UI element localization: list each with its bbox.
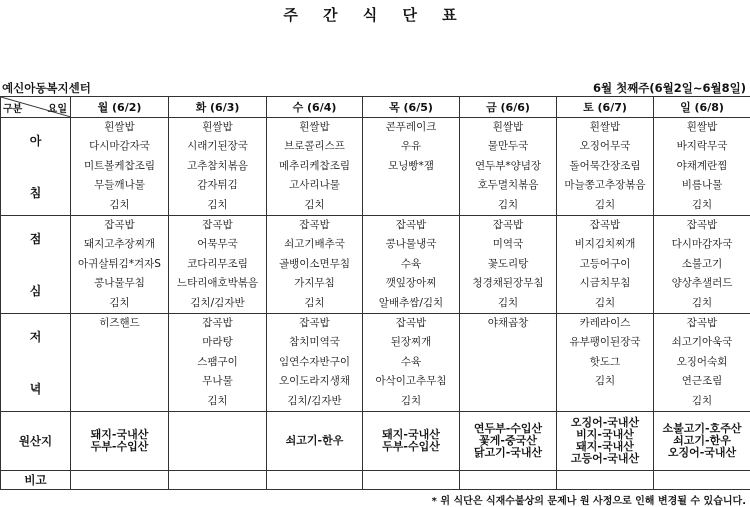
menu-cell xyxy=(460,314,557,412)
origin-item: 비지-국내산 xyxy=(576,428,634,441)
origin-item: 오징어-국내산 xyxy=(570,416,640,429)
menu-item: 김치 xyxy=(691,296,713,309)
origin-item: 소불고기-호주산 xyxy=(662,422,742,435)
origin-item: 닭고기-국내산 xyxy=(473,446,543,459)
origin-item: 쇠고기-한우 xyxy=(285,434,344,447)
menu-period: 6월 첫째주(6월2일~6월8일) xyxy=(592,81,746,95)
meal-label-char xyxy=(1,350,70,376)
menu-item: 잡곡밥 xyxy=(589,219,621,231)
menu-item xyxy=(71,392,168,411)
origin-item: 오징어-국내산 xyxy=(667,446,737,459)
menu-item: 흰쌀밥 xyxy=(202,121,233,133)
menu-cell xyxy=(363,216,460,314)
menu-cell xyxy=(460,118,557,216)
menu-item: 아귀살튀김*겨자S xyxy=(78,257,161,270)
origin-item: 연두부-수입산 xyxy=(473,422,543,435)
origin-item: 돼지-국내산 xyxy=(576,440,634,453)
menu-item: 김치 xyxy=(207,394,228,407)
remark-row xyxy=(1,471,750,490)
day-header-mon: 월 (6/2) xyxy=(71,97,169,118)
menu-item: 야채계란찜 xyxy=(676,159,728,172)
meal-label-char: 저 xyxy=(29,330,42,344)
menu-item: 된장찌개 xyxy=(390,336,432,349)
menu-item xyxy=(363,176,459,195)
origin-item: 고등어-국내산 xyxy=(570,452,640,465)
menu-item: 잡곡밥 xyxy=(202,219,233,231)
menu-item: 고등어구이 xyxy=(579,257,631,270)
menu-item: 김치 xyxy=(400,394,422,407)
menu-item: 김치 xyxy=(497,296,519,309)
menu-cell xyxy=(557,314,654,412)
menu-cell xyxy=(557,216,654,314)
menu-item xyxy=(71,353,168,372)
menu-item: 콩나물냉국 xyxy=(385,238,437,251)
menu-item: 흰쌀밥 xyxy=(299,121,330,133)
menu-item: 김치 xyxy=(497,198,519,211)
menu-item xyxy=(363,196,459,215)
menu-item: 유부팽이된장국 xyxy=(569,336,641,349)
menu-item: 김치 xyxy=(691,198,713,211)
menu-item: 비지김치찌개 xyxy=(574,238,636,251)
origin-item: 꽃게-중국산 xyxy=(479,434,537,447)
remark-cell xyxy=(557,471,654,490)
menu-item: 바지락무국 xyxy=(676,140,728,153)
menu-item: 콩나물무침 xyxy=(94,277,145,290)
menu-cell xyxy=(169,216,267,314)
menu-item: 쇠고기배추국 xyxy=(284,238,345,251)
origin-cell xyxy=(460,412,557,471)
menu-item: 잡곡밥 xyxy=(686,317,718,329)
menu-item xyxy=(460,392,556,411)
origin-item: 두부-수입산 xyxy=(90,440,149,453)
menu-cell xyxy=(363,118,460,216)
day-header-thu: 목 (6/5) xyxy=(363,97,460,118)
menu-cell xyxy=(363,314,460,412)
origin-item: 돼지-국내산 xyxy=(90,428,149,441)
menu-cell xyxy=(169,314,267,412)
menu-cell xyxy=(267,314,363,412)
menu-item xyxy=(460,372,556,391)
page-title: 주 간 식 단 표 xyxy=(283,6,467,24)
menu-item: 김치 xyxy=(109,198,130,211)
menu-item: 스팸구이 xyxy=(197,355,238,368)
menu-item: 고사리나물 xyxy=(289,179,340,192)
menu-item: 꽃도리탕 xyxy=(487,257,529,270)
remark-cell xyxy=(654,471,750,490)
menu-item: 고추참치볶음 xyxy=(187,159,248,172)
menu-cell xyxy=(169,118,267,216)
menu-item: 흰쌀밥 xyxy=(589,121,621,133)
origin-cell xyxy=(71,412,169,471)
menu-item: 잡곡밥 xyxy=(492,219,524,231)
menu-item: 잡곡밥 xyxy=(299,219,330,231)
menu-item: 골뱅이소면무침 xyxy=(278,257,350,270)
meal-row-breakfast xyxy=(1,118,750,216)
menu-item: 흰쌀밥 xyxy=(104,121,135,133)
menu-item: 마늘쫑고추장볶음 xyxy=(564,179,646,192)
menu-item: 가지무침 xyxy=(294,277,335,290)
menu-item: 수육 xyxy=(400,257,422,270)
day-header-fri: 금 (6/6) xyxy=(460,97,557,118)
menu-item: 느타리애호박볶음 xyxy=(176,277,259,290)
meal-label-char: 녁 xyxy=(29,382,42,396)
menu-item: 알배추쌈/김치 xyxy=(378,296,444,309)
corner-label-category: 구분 xyxy=(3,104,23,115)
meal-row-dinner xyxy=(1,314,750,412)
menu-item: 코다리무조림 xyxy=(187,257,248,270)
menu-item: 비름나물 xyxy=(681,179,723,192)
menu-item: 청경채된장무침 xyxy=(472,277,544,290)
day-header-sat: 토 (6/7) xyxy=(557,97,654,118)
menu-item: 돼지고추장찌개 xyxy=(83,238,155,251)
menu-item: 콘푸레이크 xyxy=(385,121,437,133)
day-header-sun: 일 (6/8) xyxy=(654,97,750,118)
menu-item: 잡곡밥 xyxy=(686,219,718,231)
menu-item: 연근조림 xyxy=(681,375,723,388)
origin-item: 두부-수입산 xyxy=(382,440,440,453)
origin-cell xyxy=(169,412,267,471)
remark-cell xyxy=(460,471,557,490)
menu-item: 김치 xyxy=(109,296,130,309)
meal-label-char: 침 xyxy=(29,186,42,200)
menu-item: 무들깨나물 xyxy=(94,179,145,192)
menu-item: 잡곡밥 xyxy=(395,317,427,329)
menu-item: 오징어무국 xyxy=(579,140,631,153)
header-row xyxy=(1,97,750,118)
meal-label-char: 점 xyxy=(29,232,42,246)
menu-item: 브로콜리스프 xyxy=(284,140,345,153)
menu-cell xyxy=(71,216,169,314)
menu-item: 오징어숙회 xyxy=(676,355,728,368)
menu-item: 흰쌀밥 xyxy=(492,121,524,133)
menu-item: 김치 xyxy=(304,198,325,211)
menu-item: 김치/김자반 xyxy=(287,394,342,407)
menu-item xyxy=(557,392,653,411)
menu-item: 모닝빵*잼 xyxy=(388,159,434,172)
menu-item: 카레라이스 xyxy=(579,317,631,329)
menu-cell xyxy=(654,118,750,216)
menu-item xyxy=(71,372,168,391)
menu-cell xyxy=(557,118,654,216)
menu-item: 잡곡밥 xyxy=(395,219,427,231)
menu-cell xyxy=(267,118,363,216)
menu-item: 감자튀김 xyxy=(197,179,238,192)
menu-item xyxy=(460,353,556,372)
menu-item: 아삭이고추무침 xyxy=(375,375,447,388)
menu-item: 임연수자반구이 xyxy=(278,355,350,368)
menu-item: 핫도그 xyxy=(589,355,621,368)
origin-item: 쇠고기-한우 xyxy=(673,434,731,447)
menu-cell xyxy=(71,118,169,216)
menu-item: 메추리케찹조림 xyxy=(278,159,350,172)
menu-item: 소불고기 xyxy=(681,257,723,270)
menu-item: 시래기된장국 xyxy=(187,140,248,153)
origin-row xyxy=(1,412,750,471)
menu-item: 김치 xyxy=(207,198,228,211)
menu-item: 물만두국 xyxy=(487,140,529,153)
menu-item: 우유 xyxy=(400,140,422,153)
menu-item: 김치 xyxy=(304,296,325,309)
menu-item: 다시마감자국 xyxy=(89,140,150,153)
menu-item: 미역국 xyxy=(492,238,524,251)
origin-label: 원산지 xyxy=(1,412,71,471)
remark-cell xyxy=(363,471,460,490)
menu-item: 김치/김자반 xyxy=(190,296,245,309)
menu-item: 어묵무국 xyxy=(197,238,238,251)
menu-item: 잡곡밥 xyxy=(202,317,233,329)
origin-cell xyxy=(267,412,363,471)
organization-name: 예신아동복지센터 xyxy=(2,81,91,95)
meal-label xyxy=(1,314,71,412)
menu-item: 오이도라지생채 xyxy=(278,375,350,388)
menu-item: 미트볼케찹조림 xyxy=(83,159,155,172)
menu-item: 연두부*양념장 xyxy=(474,159,542,172)
origin-cell xyxy=(654,412,750,471)
footnote: * 위 식단은 식재수불상의 문제나 원 사정으로 인해 변경될 수 있습니다. xyxy=(431,496,746,507)
meal-label xyxy=(1,118,71,216)
menu-item: 시금치무침 xyxy=(579,277,631,290)
menu-item: 잡곡밥 xyxy=(299,317,330,329)
menu-item: 히즈핸드 xyxy=(99,317,140,329)
menu-cell xyxy=(654,216,750,314)
weekly-menu-table xyxy=(0,96,750,490)
meal-label xyxy=(1,216,71,314)
meal-label-char xyxy=(1,252,70,278)
menu-item: 잡곡밥 xyxy=(104,219,135,231)
menu-item: 다시마감자국 xyxy=(671,238,733,251)
menu-cell xyxy=(71,314,169,412)
menu-item: 김치 xyxy=(691,394,713,407)
corner-label-day: 요일 xyxy=(47,104,67,115)
menu-item: 돌어묵간장조림 xyxy=(569,159,641,172)
menu-item: 참치미역국 xyxy=(289,336,340,349)
menu-item xyxy=(71,333,168,352)
remark-label: 비고 xyxy=(1,471,71,490)
meal-label-char: 심 xyxy=(29,284,42,298)
menu-item xyxy=(460,333,556,352)
meal-label-char xyxy=(1,154,70,180)
menu-item: 마라탕 xyxy=(202,336,233,349)
origin-cell xyxy=(557,412,654,471)
day-header-tue: 화 (6/3) xyxy=(169,97,267,118)
menu-item: 무나물 xyxy=(202,375,233,388)
menu-item: 양상추샐러드 xyxy=(671,277,733,290)
remark-cell xyxy=(71,471,169,490)
menu-cell xyxy=(654,314,750,412)
remark-cell xyxy=(267,471,363,490)
menu-cell xyxy=(267,216,363,314)
day-header-wed: 수 (6/4) xyxy=(267,97,363,118)
menu-item: 야채곱창 xyxy=(487,317,529,329)
corner-cell xyxy=(1,97,71,118)
menu-item: 김치 xyxy=(594,198,616,211)
origin-cell xyxy=(363,412,460,471)
menu-item: 김치 xyxy=(594,296,616,309)
origin-item: 돼지-국내산 xyxy=(382,428,440,441)
menu-item: 호두멸치볶음 xyxy=(477,179,539,192)
meal-row-lunch xyxy=(1,216,750,314)
menu-item: 김치 xyxy=(594,375,616,388)
menu-cell xyxy=(460,216,557,314)
menu-item: 깻잎장아찌 xyxy=(385,277,437,290)
meal-label-char: 아 xyxy=(29,134,42,148)
menu-item: 수육 xyxy=(400,355,422,368)
remark-cell xyxy=(169,471,267,490)
menu-item: 흰쌀밥 xyxy=(686,121,718,133)
menu-item: 쇠고기아욱국 xyxy=(671,336,733,349)
